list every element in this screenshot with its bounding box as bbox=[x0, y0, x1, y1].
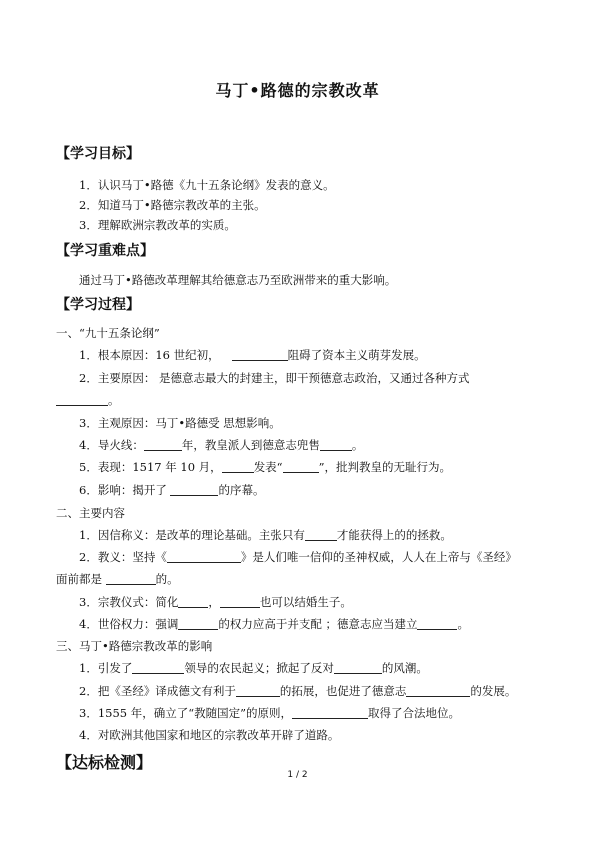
fill-blank[interactable] bbox=[222, 460, 254, 473]
text-segment: 1．根本原因：16 世纪初， bbox=[79, 348, 220, 362]
fill-blank[interactable] bbox=[283, 460, 319, 473]
part2-line-2 bbox=[79, 550, 517, 564]
part1-line-2-cont bbox=[56, 393, 120, 407]
fill-blank[interactable] bbox=[220, 595, 260, 608]
text-segment: 的拓展，也促进了德意志 bbox=[279, 684, 407, 698]
text-segment: ， bbox=[208, 595, 220, 609]
section-goals-heading: 【学习目标】 bbox=[56, 146, 140, 162]
text-segment: 。 bbox=[108, 393, 120, 407]
fill-blank[interactable] bbox=[170, 483, 218, 496]
text-segment: 3．1555 年，确立了“教随国定”的原则， bbox=[79, 706, 292, 720]
fill-blank[interactable] bbox=[320, 438, 352, 451]
fill-blank[interactable] bbox=[178, 595, 208, 608]
text-segment: 的风潮。 bbox=[381, 661, 428, 675]
text-segment: 4．世俗权力：强调 bbox=[79, 617, 179, 631]
text-segment: ”，批判教皇的无耻行为。 bbox=[318, 460, 451, 474]
text-segment: 》是人们唯一信仰的圣神权威，人人在上帝与《圣经》 bbox=[240, 550, 517, 564]
fill-blank[interactable] bbox=[132, 661, 184, 674]
part1-line-1 bbox=[79, 348, 426, 362]
text-segment: 2．教义：坚持《 bbox=[79, 550, 167, 564]
part3-heading: 三、马丁•路德宗教改革的影响 bbox=[56, 639, 213, 653]
fill-blank[interactable] bbox=[292, 706, 368, 719]
text-segment: 。 bbox=[351, 438, 364, 452]
part2-line-2-cont bbox=[56, 572, 179, 586]
text-segment: 也可以结婚生子。 bbox=[259, 595, 352, 609]
text-segment: 取得了合法地位。 bbox=[368, 706, 460, 720]
text-segment: 的。 bbox=[155, 572, 179, 586]
fill-blank[interactable] bbox=[305, 528, 337, 541]
part2-line-3 bbox=[79, 595, 352, 609]
goal-item-2: 2．知道马丁•路德宗教改革的主张。 bbox=[79, 198, 266, 212]
section-process-heading: 【学习过程】 bbox=[56, 297, 140, 313]
text-segment: 的发展。 bbox=[470, 684, 517, 698]
part1-line-5 bbox=[79, 460, 451, 474]
page-number: 1 / 2 bbox=[287, 770, 308, 780]
fill-blank[interactable] bbox=[417, 617, 457, 630]
text-segment: 4．导火线： bbox=[79, 438, 144, 452]
text-segment: 2．把《圣经》译成德文有利于 bbox=[79, 684, 236, 698]
part1-heading: 一、“九十五条论纲” bbox=[56, 326, 160, 340]
text-segment: 面前都是 bbox=[56, 572, 106, 586]
text-segment: 的序幕。 bbox=[218, 483, 265, 497]
fill-blank[interactable] bbox=[406, 684, 470, 697]
fill-blank[interactable] bbox=[334, 661, 382, 674]
fill-blank[interactable] bbox=[232, 348, 288, 361]
part1-line-2: 2．主要原因： 是德意志最大的封建主，即干预德意志政治，又通过各种方式 bbox=[79, 371, 470, 385]
part3-line-1 bbox=[79, 661, 428, 675]
text-segment: 1．引发了 bbox=[79, 661, 133, 675]
text-segment: 年，教皇派人到德意志兜售 bbox=[181, 438, 320, 452]
page-title: 马丁•路德的宗教改革 bbox=[215, 81, 380, 100]
text-segment: 3．宗教仪式：简化 bbox=[79, 595, 179, 609]
section-check-heading: 【达标检测】 bbox=[56, 753, 153, 772]
part1-line-4 bbox=[79, 438, 363, 452]
fill-blank[interactable] bbox=[56, 393, 108, 406]
fill-blank[interactable] bbox=[178, 617, 218, 630]
section-keypoints-heading: 【学习重难点】 bbox=[56, 243, 154, 259]
part1-line-3: 3．主观原因：马丁•路德受 思想影响。 bbox=[79, 416, 281, 430]
text-segment: 才能获得上的的拯救。 bbox=[336, 528, 452, 542]
fill-blank[interactable] bbox=[167, 550, 241, 563]
text-segment: 领导的农民起义；掀起了反对 bbox=[184, 661, 334, 675]
fill-blank[interactable] bbox=[144, 438, 182, 451]
part2-line-4 bbox=[79, 617, 469, 631]
text-segment: 阻碍了资本主义萌芽发展。 bbox=[287, 348, 426, 362]
text-segment: 1．因信称义：是改革的理论基础。主张只有 bbox=[79, 528, 305, 542]
goal-item-1: 1．认识马丁•路德《九十五条论纲》发表的意义。 bbox=[79, 178, 335, 192]
text-segment: 。 bbox=[457, 617, 469, 631]
text-segment: 发表“ bbox=[253, 460, 283, 474]
part3-line-4: 4．对欧洲其他国家和地区的宗教改革开辟了道路。 bbox=[79, 728, 340, 742]
part2-heading: 二、主要内容 bbox=[56, 506, 125, 520]
goal-item-3: 3．理解欧洲宗教改革的实质。 bbox=[79, 218, 236, 232]
text-segment: 6．影响：揭开了 bbox=[79, 483, 171, 497]
part3-line-3 bbox=[79, 706, 460, 720]
text-segment: 的权力应高于并支配 ；德意志应当建立 bbox=[218, 617, 418, 631]
part3-line-2 bbox=[79, 684, 516, 698]
fill-blank[interactable] bbox=[106, 572, 156, 585]
fill-blank[interactable] bbox=[236, 684, 280, 697]
part1-line-6 bbox=[79, 483, 264, 497]
keypoints-text: 通过马丁•路德改革理解其给德意志乃至欧洲带来的重大影响。 bbox=[79, 273, 397, 287]
text-segment: 5．表现：1517 年 10 月， bbox=[79, 460, 222, 474]
part2-line-1 bbox=[79, 528, 452, 542]
